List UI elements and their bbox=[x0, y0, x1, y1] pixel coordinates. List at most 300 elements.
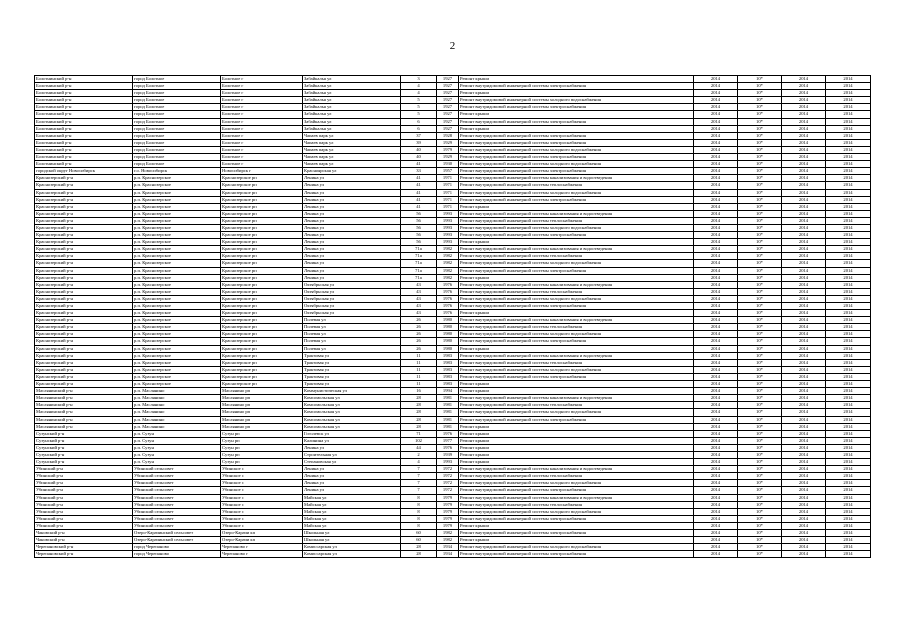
term-cell: 10* bbox=[738, 381, 782, 388]
municipality-cell: Убинский сельсовет bbox=[133, 501, 221, 508]
term-cell: 10* bbox=[738, 494, 782, 501]
table-row bbox=[35, 175, 871, 182]
plan-year-cell: 2014 bbox=[694, 125, 738, 132]
plan-year-cell: 2014 bbox=[694, 232, 738, 239]
district-cell: Краснозерский р-н bbox=[35, 303, 133, 310]
municipality-cell: город Болотное bbox=[133, 161, 221, 168]
build-year-cell: 1971 bbox=[437, 175, 459, 182]
plan-year-cell: 2014 bbox=[694, 83, 738, 90]
house-number-cell: 44 bbox=[401, 444, 437, 451]
municipality-cell: р.п. Краснозерское bbox=[133, 345, 221, 352]
build-year-cell: 1976 bbox=[437, 310, 459, 317]
municipality-cell: город Болотное bbox=[133, 90, 221, 97]
work-type-cell: Ремонт внутридомовой инженерной системы электроснабжения bbox=[459, 515, 694, 522]
end-year-cell: 2014 bbox=[826, 338, 871, 345]
start-year-cell: 2014 bbox=[782, 303, 826, 310]
start-year-cell: 2014 bbox=[782, 451, 826, 458]
table-row bbox=[35, 423, 871, 430]
settlement-cell: Краснозерское рп bbox=[221, 317, 303, 324]
plan-year-cell: 2014 bbox=[694, 402, 738, 409]
work-type-cell: Ремонт внутридомовой инженерной системы холодного водоснабжения bbox=[459, 295, 694, 302]
build-year-cell: 1927 bbox=[437, 125, 459, 132]
term-cell: 10* bbox=[738, 232, 782, 239]
build-year-cell: 1983 bbox=[437, 359, 459, 366]
settlement-cell: Болотное г bbox=[221, 125, 303, 132]
municipality-cell: Убинский сельсовет bbox=[133, 515, 221, 522]
street-cell: Школьная ул bbox=[303, 537, 401, 544]
street-cell: Майская ул bbox=[303, 515, 401, 522]
municipality-cell: город Болотное bbox=[133, 154, 221, 161]
district-cell: Болотнинский р-н bbox=[35, 111, 133, 118]
street-cell: Ленина ул bbox=[303, 232, 401, 239]
term-cell: 10* bbox=[738, 76, 782, 83]
street-cell: Майская ул bbox=[303, 494, 401, 501]
municipality-cell: р.п. Маслянино bbox=[133, 409, 221, 416]
term-cell: 10* bbox=[738, 480, 782, 487]
house-number-cell: 60 bbox=[401, 530, 437, 537]
municipality-cell: р.п. Краснозерское bbox=[133, 232, 221, 239]
term-cell: 10* bbox=[738, 168, 782, 175]
plan-year-cell: 2014 bbox=[694, 97, 738, 104]
build-year-cell: 1982 bbox=[437, 260, 459, 267]
district-cell: Краснозерский р-н bbox=[35, 239, 133, 246]
end-year-cell: 2014 bbox=[826, 423, 871, 430]
table-row bbox=[35, 515, 871, 522]
plan-year-cell: 2014 bbox=[694, 90, 738, 97]
house-number-cell: 71а bbox=[401, 253, 437, 260]
build-year-cell: 1972 bbox=[437, 480, 459, 487]
build-year-cell: 1981 bbox=[437, 409, 459, 416]
municipality-cell: город Болотное bbox=[133, 97, 221, 104]
term-cell: 10* bbox=[738, 125, 782, 132]
settlement-cell: Краснозерское рп bbox=[221, 281, 303, 288]
district-cell: Маслянинский р-н bbox=[35, 423, 133, 430]
work-type-cell: Ремонт внутридомовой инженерной системы канализования и водоотведения bbox=[459, 175, 694, 182]
settlement-cell: Новосибирск г bbox=[221, 168, 303, 175]
table-row bbox=[35, 324, 871, 331]
plan-year-cell: 2014 bbox=[694, 168, 738, 175]
table-row bbox=[35, 139, 871, 146]
municipality-cell: город Болотное bbox=[133, 118, 221, 125]
municipality-cell: город Болотное bbox=[133, 111, 221, 118]
work-type-cell: Ремонт внутридомовой инженерной системы электроснабжения bbox=[459, 267, 694, 274]
start-year-cell: 2014 bbox=[782, 146, 826, 153]
start-year-cell: 2014 bbox=[782, 537, 826, 544]
table-row bbox=[35, 544, 871, 551]
table-row bbox=[35, 338, 871, 345]
district-cell: Болотнинский р-н bbox=[35, 97, 133, 104]
plan-year-cell: 2014 bbox=[694, 515, 738, 522]
build-year-cell: 1934 bbox=[437, 551, 459, 558]
term-cell: 10* bbox=[738, 139, 782, 146]
house-number-cell: 8 bbox=[401, 508, 437, 515]
street-cell: Забайкалья ул bbox=[303, 76, 401, 83]
district-cell: Краснозерский р-н bbox=[35, 345, 133, 352]
work-type-cell: Ремонт внутридомовой инженерной системы холодного водоснабжения bbox=[459, 146, 694, 153]
plan-year-cell: 2014 bbox=[694, 182, 738, 189]
build-year-cell: 1980 bbox=[437, 324, 459, 331]
end-year-cell: 2014 bbox=[826, 430, 871, 437]
settlement-cell: Краснозерское рп bbox=[221, 303, 303, 310]
street-cell: Забайкалья ул bbox=[303, 90, 401, 97]
street-cell: Забайкалья ул bbox=[303, 111, 401, 118]
settlement-cell: Убинское с bbox=[221, 508, 303, 515]
plan-year-cell: 2014 bbox=[694, 175, 738, 182]
house-number-cell: 71а bbox=[401, 267, 437, 274]
work-type-cell: Ремонт внутридомовой инженерной системы электроснабжения bbox=[459, 338, 694, 345]
work-type-cell: Ремонт внутридомовой инженерной системы электроснабжения bbox=[459, 373, 694, 380]
work-type-cell: Ремонт крыши bbox=[459, 345, 694, 352]
municipality-cell: р.п. Сузун bbox=[133, 437, 221, 444]
term-cell: 10* bbox=[738, 515, 782, 522]
build-year-cell: 1979 bbox=[437, 522, 459, 529]
build-year-cell: 1982 bbox=[437, 537, 459, 544]
table-row bbox=[35, 494, 871, 501]
term-cell: 10* bbox=[738, 451, 782, 458]
term-cell: 10* bbox=[738, 90, 782, 97]
work-type-cell: Ремонт крыши bbox=[459, 437, 694, 444]
municipality-cell: р.п. Краснозерское bbox=[133, 303, 221, 310]
district-cell: Краснозерский р-н bbox=[35, 310, 133, 317]
table-row bbox=[35, 409, 871, 416]
table-row bbox=[35, 210, 871, 217]
end-year-cell: 2014 bbox=[826, 310, 871, 317]
table-row bbox=[35, 487, 871, 494]
work-type-cell: Ремонт внутридомовой инженерной системы холодного водоснабжения bbox=[459, 331, 694, 338]
build-year-cell: 1971 bbox=[437, 196, 459, 203]
street-cell: Забайкалья ул bbox=[303, 125, 401, 132]
work-type-cell: Ремонт крыши bbox=[459, 522, 694, 529]
house-number-cell: 41 bbox=[401, 196, 437, 203]
district-cell: Болотнинский р-н bbox=[35, 132, 133, 139]
municipality-cell: Убинский сельсовет bbox=[133, 466, 221, 473]
street-cell: Степановская ул bbox=[303, 459, 401, 466]
plan-year-cell: 2014 bbox=[694, 260, 738, 267]
term-cell: 10* bbox=[738, 508, 782, 515]
end-year-cell: 2014 bbox=[826, 451, 871, 458]
table-row bbox=[35, 217, 871, 224]
build-year-cell: 1981 bbox=[437, 395, 459, 402]
table-row bbox=[35, 111, 871, 118]
table-row bbox=[35, 154, 871, 161]
district-cell: Маслянинский р-н bbox=[35, 402, 133, 409]
street-cell: Трактовая ул bbox=[303, 373, 401, 380]
start-year-cell: 2014 bbox=[782, 104, 826, 111]
build-year-cell: 1976 bbox=[437, 288, 459, 295]
house-number-cell: 28 bbox=[401, 409, 437, 416]
end-year-cell: 2014 bbox=[826, 267, 871, 274]
table-row bbox=[35, 232, 871, 239]
house-number-cell: 4 bbox=[401, 459, 437, 466]
start-year-cell: 2014 bbox=[782, 338, 826, 345]
term-cell: 10* bbox=[738, 359, 782, 366]
district-cell: Краснозерский р-н bbox=[35, 232, 133, 239]
street-cell: Трактовая ул bbox=[303, 359, 401, 366]
table-row bbox=[35, 281, 871, 288]
house-number-cell: 28 bbox=[401, 395, 437, 402]
municipality-cell: р.п. Краснозерское bbox=[133, 295, 221, 302]
work-type-cell: Ремонт внутридомовой инженерной системы электроснабжения bbox=[459, 83, 694, 90]
plan-year-cell: 2014 bbox=[694, 352, 738, 359]
house-number-cell: 4 bbox=[401, 83, 437, 90]
work-type-cell: Ремонт крыши bbox=[459, 381, 694, 388]
settlement-cell: Сузун рп bbox=[221, 437, 303, 444]
end-year-cell: 2014 bbox=[826, 154, 871, 161]
district-cell: Краснозерский р-н bbox=[35, 338, 133, 345]
term-cell: 10* bbox=[738, 97, 782, 104]
district-cell: Краснозерский р-н bbox=[35, 253, 133, 260]
build-year-cell: 1971 bbox=[437, 182, 459, 189]
settlement-cell: Краснозерское рп bbox=[221, 310, 303, 317]
plan-year-cell: 2014 bbox=[694, 118, 738, 125]
work-type-cell: Ремонт внутридомовой инженерной системы холодного водоснабжения bbox=[459, 260, 694, 267]
end-year-cell: 2014 bbox=[826, 146, 871, 153]
district-cell: Краснозерский р-н bbox=[35, 317, 133, 324]
build-year-cell: 1981 bbox=[437, 402, 459, 409]
table-row bbox=[35, 522, 871, 529]
start-year-cell: 2014 bbox=[782, 310, 826, 317]
district-cell: Черепановский р-н bbox=[35, 544, 133, 551]
build-year-cell: 1979 bbox=[437, 515, 459, 522]
end-year-cell: 2014 bbox=[826, 352, 871, 359]
settlement-cell: Краснозерское рп bbox=[221, 324, 303, 331]
street-cell: Ленина ул bbox=[303, 274, 401, 281]
plan-year-cell: 2014 bbox=[694, 217, 738, 224]
municipality-cell: р.п. Краснозерское bbox=[133, 246, 221, 253]
settlement-cell: Маслянино рп bbox=[221, 416, 303, 423]
house-number-cell: 7 bbox=[401, 473, 437, 480]
municipality-cell: р.п. Краснозерское bbox=[133, 324, 221, 331]
district-cell: Краснозерский р-н bbox=[35, 210, 133, 217]
house-number-cell: 39 bbox=[401, 139, 437, 146]
street-cell: Полевая ул bbox=[303, 338, 401, 345]
municipality-cell: р.п. Краснозерское bbox=[133, 203, 221, 210]
term-cell: 10* bbox=[738, 83, 782, 90]
settlement-cell: Краснозерское рп bbox=[221, 331, 303, 338]
build-year-cell: 1993 bbox=[437, 459, 459, 466]
build-year-cell: 1971 bbox=[437, 189, 459, 196]
build-year-cell: 1980 bbox=[437, 345, 459, 352]
work-type-cell: Ремонт внутридомовой инженерной системы канализования и водоотведения bbox=[459, 281, 694, 288]
table-row bbox=[35, 83, 871, 90]
table-row bbox=[35, 132, 871, 139]
district-cell: Сузунский р-н bbox=[35, 459, 133, 466]
table-row bbox=[35, 437, 871, 444]
settlement-cell: Болотное г bbox=[221, 97, 303, 104]
start-year-cell: 2014 bbox=[782, 345, 826, 352]
house-number-cell: 56 bbox=[401, 232, 437, 239]
table-row bbox=[35, 303, 871, 310]
end-year-cell: 2014 bbox=[826, 402, 871, 409]
end-year-cell: 2014 bbox=[826, 76, 871, 83]
house-number-cell: 4 bbox=[401, 90, 437, 97]
settlement-cell: Болотное г bbox=[221, 90, 303, 97]
house-number-cell: 71 bbox=[401, 430, 437, 437]
municipality-cell: город Черепаново bbox=[133, 551, 221, 558]
build-year-cell: 1972 bbox=[437, 473, 459, 480]
street-cell: Октябрьская ул bbox=[303, 310, 401, 317]
district-cell: Болотнинский р-н bbox=[35, 139, 133, 146]
end-year-cell: 2014 bbox=[826, 232, 871, 239]
table-row bbox=[35, 345, 871, 352]
settlement-cell: Болотное г bbox=[221, 111, 303, 118]
work-type-cell: Ремонт внутридомовой инженерной системы холодного водоснабжения bbox=[459, 161, 694, 168]
settlement-cell: Краснозерское рп bbox=[221, 224, 303, 231]
work-type-cell: Ремонт внутридомовой инженерной системы холодного водоснабжения bbox=[459, 366, 694, 373]
term-cell: 10* bbox=[738, 175, 782, 182]
municipality-cell: р.п. Сузун bbox=[133, 444, 221, 451]
start-year-cell: 2014 bbox=[782, 515, 826, 522]
street-cell: Трактовая ул bbox=[303, 381, 401, 388]
term-cell: 10* bbox=[738, 395, 782, 402]
plan-year-cell: 2014 bbox=[694, 338, 738, 345]
district-cell: Болотнинский р-н bbox=[35, 118, 133, 125]
start-year-cell: 2014 bbox=[782, 154, 826, 161]
table-row bbox=[35, 253, 871, 260]
municipality-cell: Убинский сельсовет bbox=[133, 494, 221, 501]
house-number-cell: 28 bbox=[401, 416, 437, 423]
start-year-cell: 2014 bbox=[782, 125, 826, 132]
work-type-cell: Ремонт внутридомовой инженерной системы канализования и водоотведения bbox=[459, 352, 694, 359]
municipality-cell: город Черепаново bbox=[133, 544, 221, 551]
district-cell: Убинский р-н bbox=[35, 466, 133, 473]
municipality-cell: р.п. Краснозерское bbox=[133, 253, 221, 260]
house-number-cell: 26 bbox=[401, 338, 437, 345]
house-number-cell: 41 bbox=[401, 203, 437, 210]
street-cell: Полевая ул bbox=[303, 331, 401, 338]
municipality-cell: р.п. Краснозерское bbox=[133, 182, 221, 189]
term-cell: 10* bbox=[738, 111, 782, 118]
house-number-cell: 7 bbox=[401, 466, 437, 473]
district-cell: Сузунский р-н bbox=[35, 451, 133, 458]
build-year-cell: 1927 bbox=[437, 83, 459, 90]
settlement-cell: Краснозерское рп bbox=[221, 196, 303, 203]
street-cell: Ленина ул bbox=[303, 239, 401, 246]
house-number-cell: 43 bbox=[401, 310, 437, 317]
district-cell: Краснозерский р-н bbox=[35, 196, 133, 203]
settlement-cell: Краснозерское рп bbox=[221, 210, 303, 217]
plan-year-cell: 2014 bbox=[694, 189, 738, 196]
municipality-cell: Убинский сельсовет bbox=[133, 508, 221, 515]
street-cell: Майская ул bbox=[303, 522, 401, 529]
district-cell: Краснозерский р-н bbox=[35, 203, 133, 210]
term-cell: 10* bbox=[738, 239, 782, 246]
street-cell: Полевая ул bbox=[303, 324, 401, 331]
street-cell: Октябрьская ул bbox=[303, 295, 401, 302]
street-cell: Ленина ул bbox=[303, 444, 401, 451]
start-year-cell: 2014 bbox=[782, 544, 826, 551]
start-year-cell: 2014 bbox=[782, 487, 826, 494]
end-year-cell: 2014 bbox=[826, 132, 871, 139]
build-year-cell: 1927 bbox=[437, 76, 459, 83]
district-cell: Краснозерский р-н bbox=[35, 281, 133, 288]
table-row bbox=[35, 459, 871, 466]
table-row bbox=[35, 274, 871, 281]
end-year-cell: 2014 bbox=[826, 182, 871, 189]
work-type-cell: Ремонт внутридомовой инженерной системы электроснабжения bbox=[459, 530, 694, 537]
plan-year-cell: 2014 bbox=[694, 530, 738, 537]
table-row bbox=[35, 224, 871, 231]
start-year-cell: 2014 bbox=[782, 423, 826, 430]
district-cell: Краснозерский р-н bbox=[35, 217, 133, 224]
work-type-cell: Ремонт внутридомовой инженерной системы электроснабжения bbox=[459, 303, 694, 310]
start-year-cell: 2014 bbox=[782, 189, 826, 196]
work-type-cell: Ремонт внутридомовой инженерной системы электроснабжения bbox=[459, 416, 694, 423]
term-cell: 10* bbox=[738, 295, 782, 302]
build-year-cell: 1983 bbox=[437, 366, 459, 373]
street-cell: Трактовая ул bbox=[303, 352, 401, 359]
end-year-cell: 2014 bbox=[826, 437, 871, 444]
plan-year-cell: 2014 bbox=[694, 466, 738, 473]
work-schedule-table bbox=[34, 75, 871, 558]
build-year-cell: 1979 bbox=[437, 508, 459, 515]
build-year-cell: 1939 bbox=[437, 451, 459, 458]
build-year-cell: 1993 bbox=[437, 224, 459, 231]
term-cell: 10* bbox=[738, 402, 782, 409]
plan-year-cell: 2014 bbox=[694, 203, 738, 210]
table-row bbox=[35, 76, 871, 83]
start-year-cell: 2014 bbox=[782, 267, 826, 274]
end-year-cell: 2014 bbox=[826, 203, 871, 210]
term-cell: 10* bbox=[738, 530, 782, 537]
start-year-cell: 2014 bbox=[782, 83, 826, 90]
work-type-cell: Ремонт внутридомовой инженерной системы электроснабжения bbox=[459, 196, 694, 203]
work-type-cell: Ремонт внутридомовой инженерной системы холодного водоснабжения bbox=[459, 544, 694, 551]
house-number-cell: 11 bbox=[401, 359, 437, 366]
house-number-cell: 8 bbox=[401, 522, 437, 529]
settlement-cell: Краснозерское рп bbox=[221, 253, 303, 260]
municipality-cell: Озеро-Карачинский сельсовет bbox=[133, 537, 221, 544]
term-cell: 10* bbox=[738, 281, 782, 288]
start-year-cell: 2014 bbox=[782, 551, 826, 558]
table-row bbox=[35, 267, 871, 274]
settlement-cell: Убинское с bbox=[221, 515, 303, 522]
work-type-cell: Ремонт крыши bbox=[459, 444, 694, 451]
district-cell: Краснозерский р-н bbox=[35, 381, 133, 388]
house-number-cell: 8 bbox=[401, 501, 437, 508]
start-year-cell: 2014 bbox=[782, 416, 826, 423]
end-year-cell: 2014 bbox=[826, 125, 871, 132]
table-row bbox=[35, 366, 871, 373]
work-type-cell: Ремонт внутридомовой инженерной системы теплоснабжения bbox=[459, 359, 694, 366]
district-cell: Краснозерский р-н bbox=[35, 175, 133, 182]
plan-year-cell: 2014 bbox=[694, 295, 738, 302]
municipality-cell: р.п. Краснозерское bbox=[133, 288, 221, 295]
end-year-cell: 2014 bbox=[826, 409, 871, 416]
table-row bbox=[35, 416, 871, 423]
build-year-cell: 1979 bbox=[437, 494, 459, 501]
work-type-cell: Ремонт внутридомовой инженерной системы канализования и водоотведения bbox=[459, 494, 694, 501]
start-year-cell: 2014 bbox=[782, 281, 826, 288]
municipality-cell: р.п. Краснозерское bbox=[133, 331, 221, 338]
street-cell: Чапаев парк ул bbox=[303, 139, 401, 146]
house-number-cell: 71а bbox=[401, 246, 437, 253]
page-number: 2 bbox=[449, 40, 456, 52]
district-cell: Убинский р-н bbox=[35, 473, 133, 480]
street-cell: Ленина ул bbox=[303, 466, 401, 473]
term-cell: 10* bbox=[738, 317, 782, 324]
district-cell: Краснозерский р-н bbox=[35, 189, 133, 196]
work-type-cell: Ремонт внутридомовой инженерной системы холодного водоснабжения bbox=[459, 508, 694, 515]
municipality-cell: Убинский сельсовет bbox=[133, 487, 221, 494]
house-number-cell: 28 bbox=[401, 423, 437, 430]
term-cell: 10* bbox=[738, 161, 782, 168]
build-year-cell: 1929 bbox=[437, 139, 459, 146]
plan-year-cell: 2014 bbox=[694, 253, 738, 260]
house-number-cell: 43 bbox=[401, 288, 437, 295]
end-year-cell: 2014 bbox=[826, 139, 871, 146]
settlement-cell: Черепаново г bbox=[221, 551, 303, 558]
